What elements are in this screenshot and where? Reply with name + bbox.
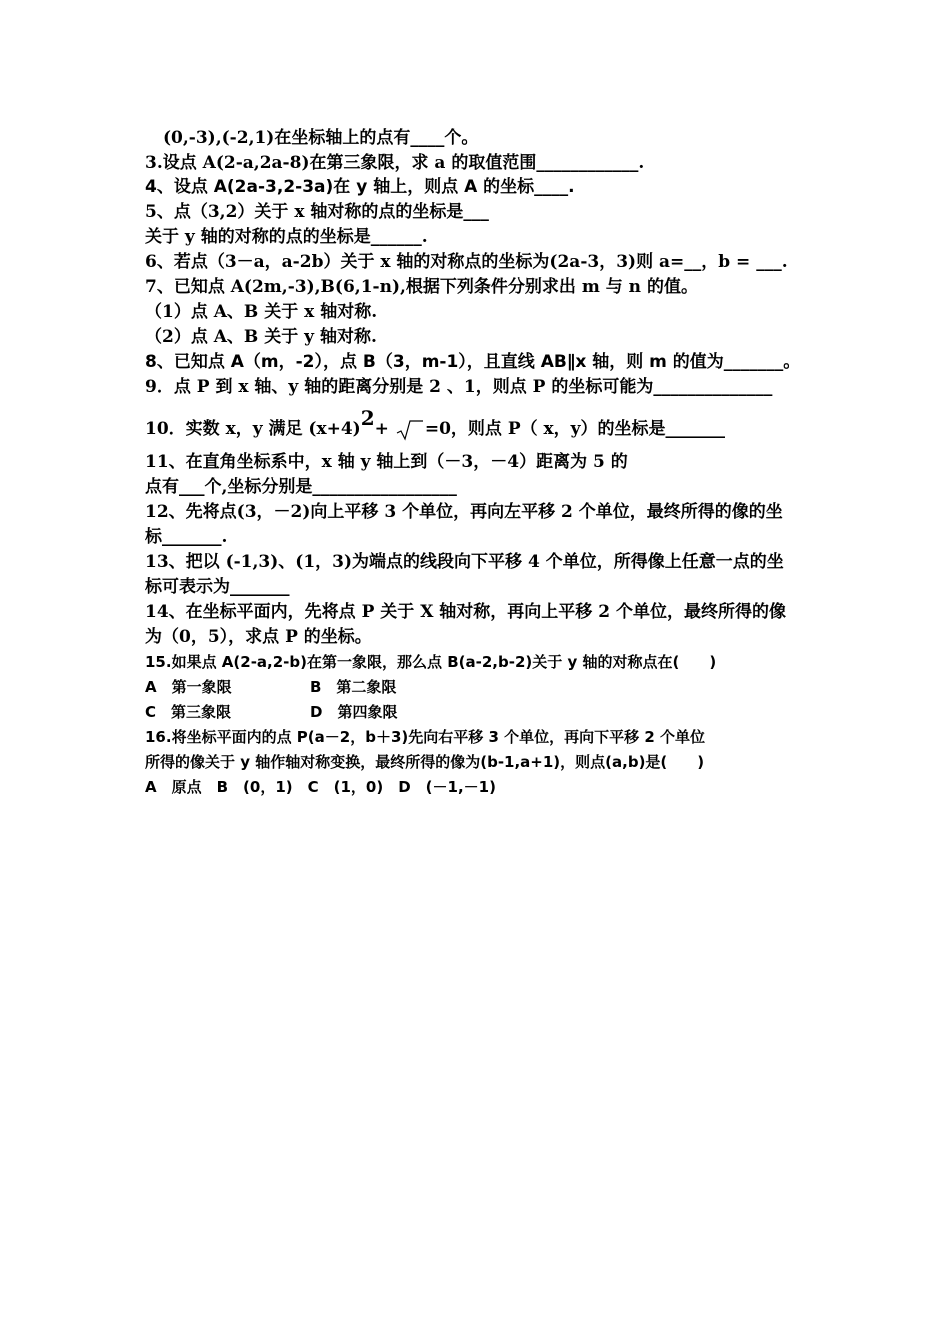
question-16-options: A 原点 B (0，1) C (1，0) D (－1,－1) bbox=[145, 778, 496, 796]
question-9: 9．点 P 到 x 轴、y 轴的距离分别是 2 、1，则点 P 的坐标可能为______________ bbox=[145, 377, 773, 397]
question-14: 14、在坐标平面内，先将点 P 关于 X 轴对称，再向上平移 2 个单位，最终所得的像 bbox=[145, 602, 786, 622]
question-11-cont: 点有___个,坐标分别是_________________ bbox=[145, 477, 457, 497]
question-3: 3.设点 A(2-a,2a-8)在第三象限，求 a 的取值范围____________. bbox=[145, 153, 645, 173]
option-b: B 第二象限 bbox=[310, 678, 397, 696]
question-16: 16.将坐标平面内的点 P(a－2，b＋3)先向右平移 3 个单位，再向下平移 2 个单位 bbox=[145, 728, 705, 746]
question-11: 11、在直角坐标系中，x 轴 y 轴上到（－3，－4）距离为 5 的 bbox=[145, 452, 628, 472]
question-15-options-ab bbox=[145, 675, 475, 699]
question-10 bbox=[145, 406, 726, 441]
question-12-cont: 标_______. bbox=[145, 527, 228, 547]
line-q2-tail: (0,-3),(-2,1)在坐标轴上的点有____个。 bbox=[163, 128, 479, 148]
question-14-cont: 为（0，5），求点 P 的坐标。 bbox=[145, 627, 372, 647]
question-13: 13、把以 (-1,3)、(1，3)为端点的线段向下平移 4 个单位，所得像上任意一点的坐 bbox=[145, 552, 784, 572]
q10-part-a: 10．实数 x，y 满足 (x+4) bbox=[145, 419, 361, 439]
option-a: A 第一象限 bbox=[145, 678, 232, 696]
q10-exponent: 2 bbox=[360, 406, 375, 430]
option-c: C 第三象限 bbox=[145, 703, 232, 721]
q10-part-c: =0，则点 P（ x，y）的坐标是_______ bbox=[424, 419, 726, 439]
question-15: 15.如果点 A(2-a,2-b)在第一象限，那么点 B(a-2,b-2)关于 y 轴的对称点在( ) bbox=[145, 653, 717, 671]
question-8: 8、已知点 A（m，-2），点 B（3，m-1），且直线 AB∥x 轴，则 m 的值为_______。 bbox=[145, 352, 801, 372]
question-5: 5、点（3,2）关于 x 轴对称的点的坐标是___ bbox=[145, 202, 489, 222]
q10-plus: + bbox=[374, 419, 389, 439]
question-7-part-2: （2）点 A、B 关于 y 轴对称. bbox=[145, 327, 377, 347]
option-d: D 第四象限 bbox=[310, 703, 398, 721]
question-12: 12、先将点(3，－2)向上平移 3 个单位，再向左平移 2 个单位，最终所得的像的坐 bbox=[145, 502, 783, 522]
square-root-icon bbox=[395, 419, 425, 441]
question-15-options-cd bbox=[145, 700, 475, 724]
question-5-cont: 关于 y 轴的对称的点的坐标是______. bbox=[145, 227, 428, 247]
question-6: 6、若点（3－a，a-2b）关于 x 轴的对称点的坐标为(2a-3，3)则 a=__，b = ___. bbox=[145, 252, 788, 272]
question-16-cont: 所得的像关于 y 轴作轴对称变换，最终所得的像为(b-1,a+1)，则点(a,b)是( ) bbox=[145, 753, 705, 771]
question-7-part-1: （1）点 A、B 关于 x 轴对称. bbox=[145, 302, 378, 322]
question-4: 4、设点 A(2a-3,2-3a)在 y 轴上，则点 A 的坐标____. bbox=[145, 177, 575, 197]
question-7: 7、已知点 A(2m,-3),B(6,1-n),根据下列条件分别求出 m 与 n 的值。 bbox=[145, 277, 698, 297]
question-13-cont: 标可表示为_______ bbox=[145, 577, 290, 597]
